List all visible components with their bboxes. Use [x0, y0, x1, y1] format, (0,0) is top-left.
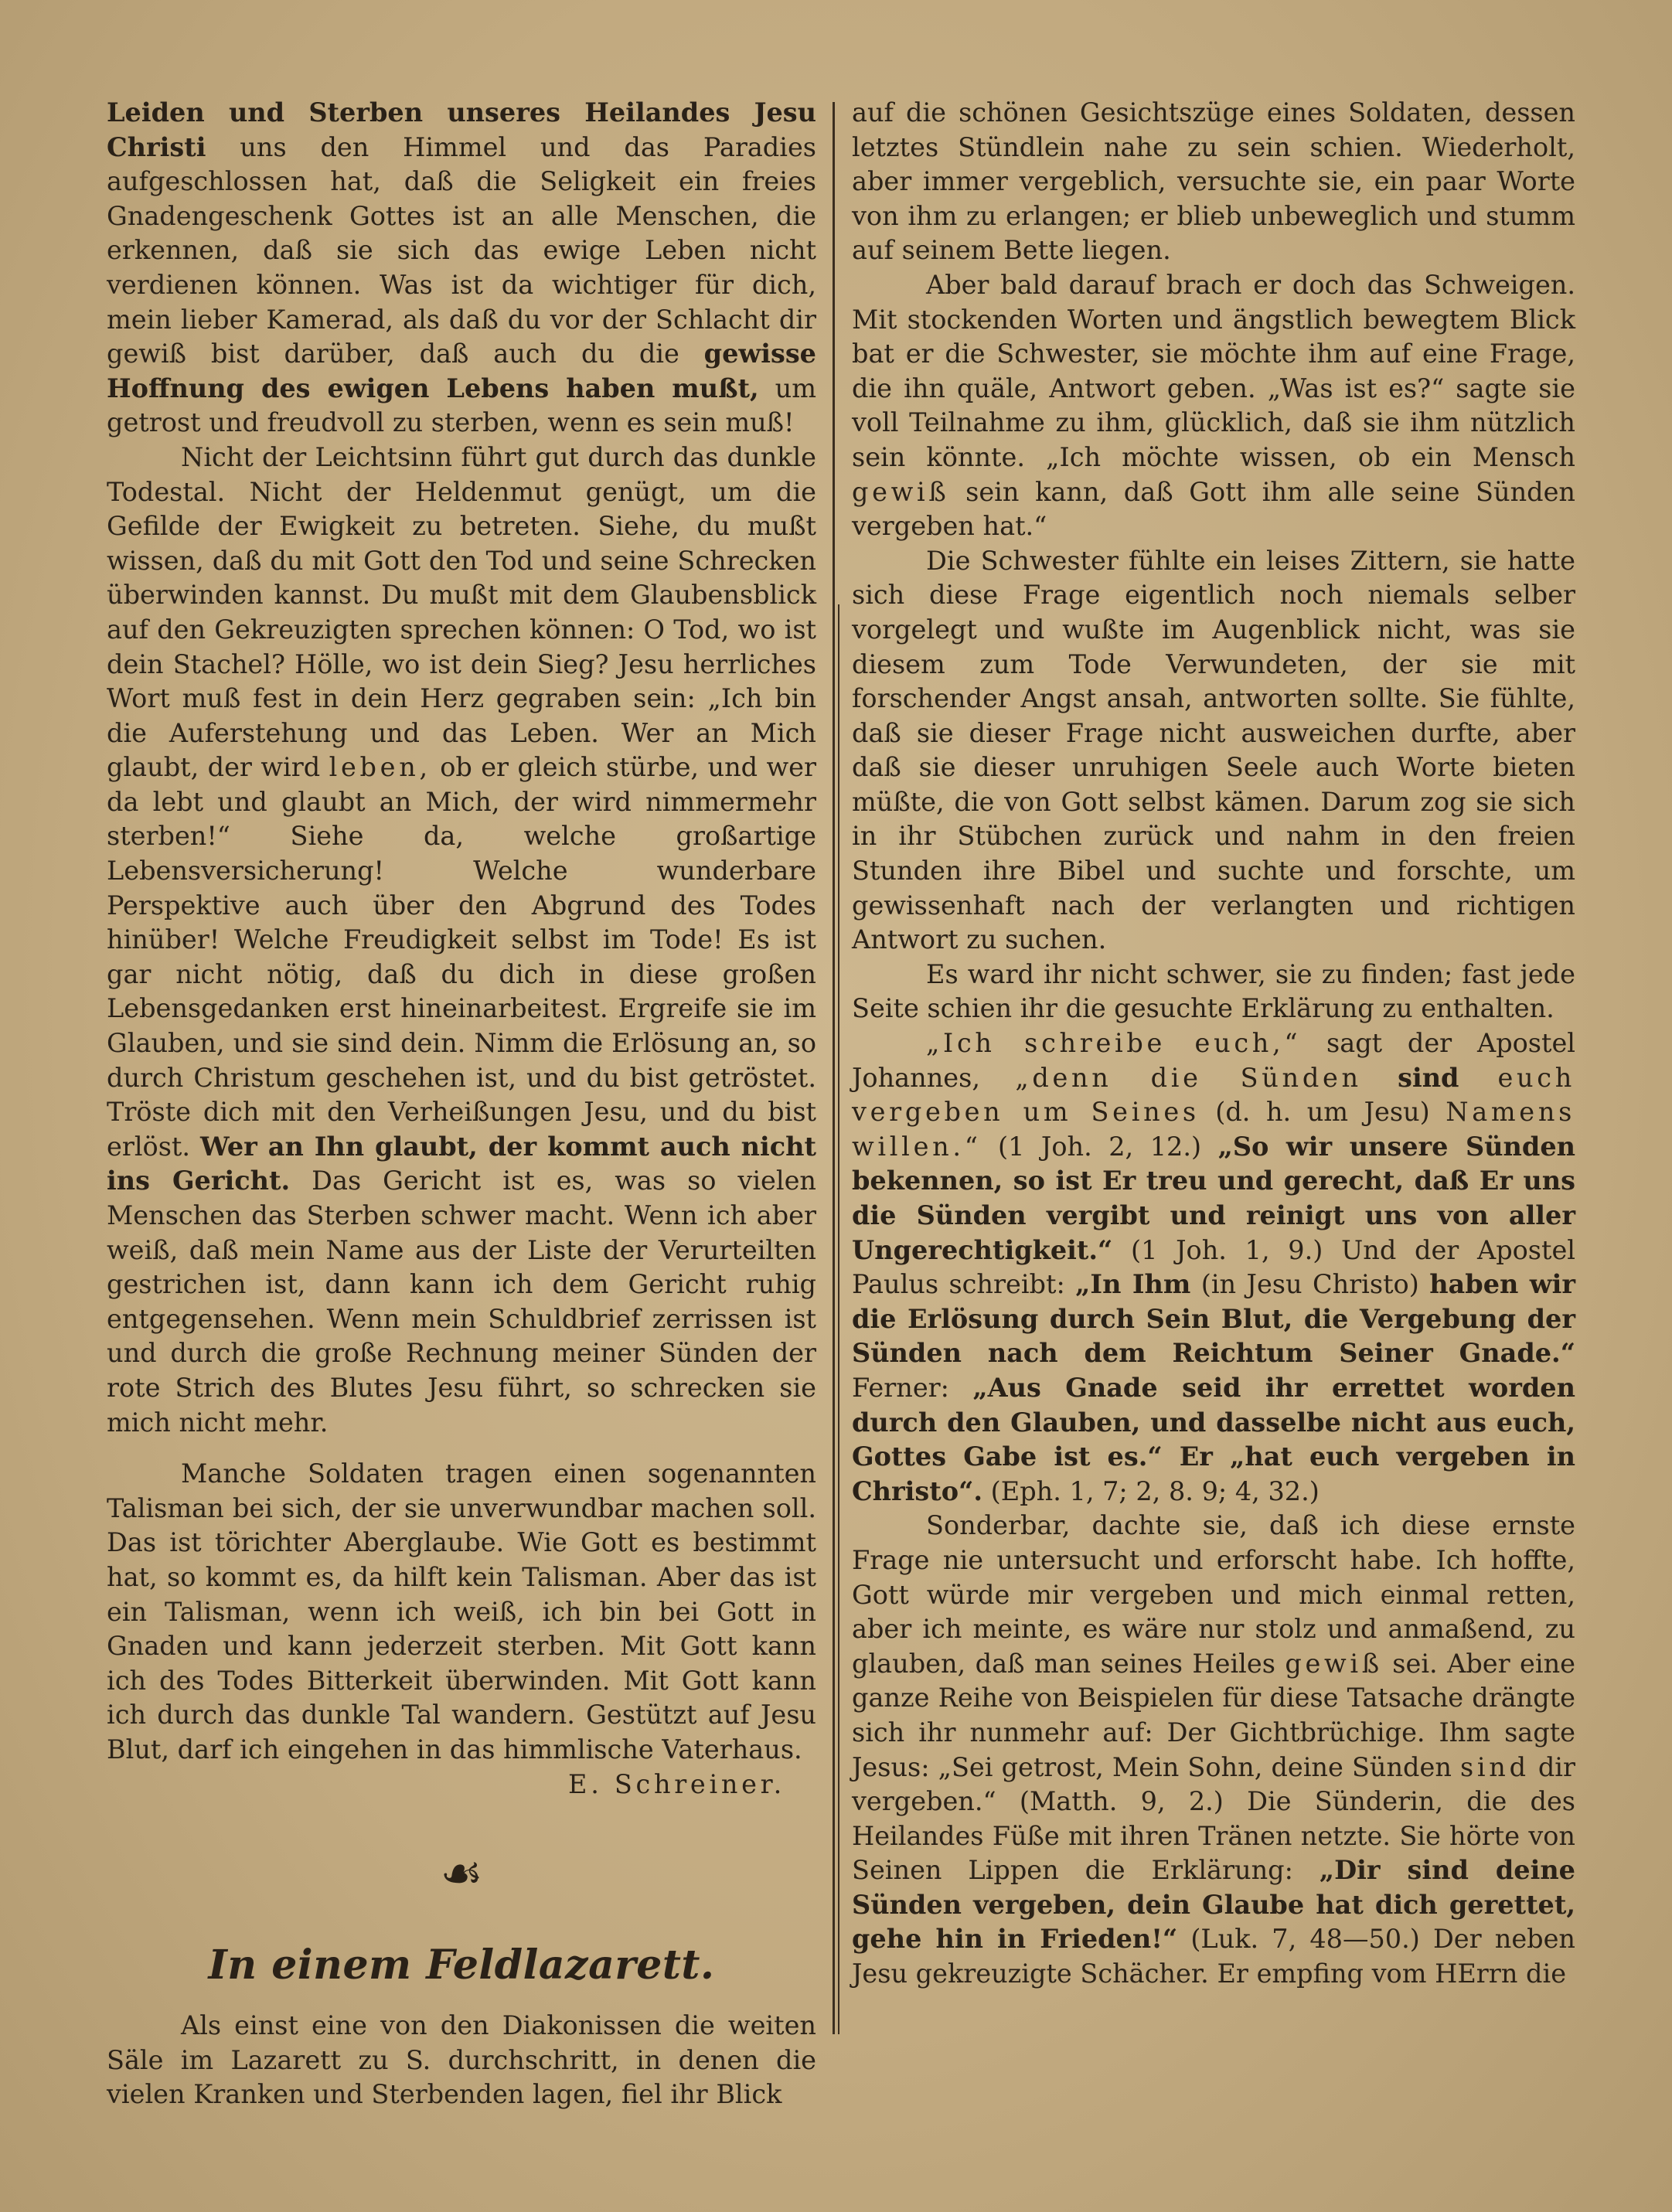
text-run: Sonderbar, dachte sie, daß ich diese ernste Frage nie untersucht und erforscht habe. Ich hoffte, Gott würde mir vergeben und mich einmal retten, aber ich meinte, es wäre nur stolz und anmaßend, zu glauben, daß man seines Heiles: [852, 1510, 1575, 1679]
paragraph: [852, 268, 1575, 544]
text-run: um getrost und freudvoll zu sterben, wenn es sein muß!: [107, 373, 816, 438]
bold-phrase: gewisse Hoffnung des ewigen Lebens haben mußt,: [107, 339, 816, 403]
text-run: (1 Joh. 1, 9.) Und der Apostel Paulus schreibt:: [852, 1234, 1575, 1300]
ornament-icon: ☙: [440, 1845, 483, 1902]
text-run: (in Jesu Christo): [1190, 1269, 1430, 1300]
column-divider: [833, 102, 835, 2034]
paragraph: [107, 96, 816, 441]
paragraph: [107, 1457, 816, 1802]
spaced-phrase: euch vergeben um Seines: [852, 1062, 1576, 1128]
text-run: sei. Aber eine ganze Reihe von Beispielen für diese Tatsache drängte sich ihr nunmehr auf: Der Gichtbrüchige. Ihm sagte Jesus: „Sei getrost, Mein Sohn, deine Sünden: [852, 1648, 1575, 1782]
paragraph: [852, 1026, 1575, 1509]
paragraph: Als einst eine von den Diakonissen die weiten Säle im Lazarett zu S. durchschritt, in denen die vielen Kranken und Sterbenden lagen, fiel ihr Blick: [107, 2010, 816, 2110]
bold-phrase: „Aus Gnade seid ihr errettet worden durch den Glauben, und dasselbe nicht aus euch, Gottes Gabe ist es.“ Er „hat euch vergeben in Christo“.: [852, 1372, 1575, 1506]
text-run: Das Gericht ist es, was so vielen Menschen das Sterben schwer macht. Wenn ich aber weiß, daß mein Name aus der Liste der Verurteilten gestrichen ist, dann kann ich dem Gericht ruhig entgegensehen. Wenn mein Schuldbrief zerrissen ist und durch die große Rechnung meiner Sünden der rote Strich des Blutes Jesu führt, so schrecken sie mich nicht mehr.: [107, 1166, 816, 1438]
text-run: (d. h. um Jesu): [1199, 1097, 1446, 1128]
text-run: uns den Himmel und das Paradies aufgeschlossen hat, daß die Seligkeit ein freies Gnadengeschenk Gottes ist an alle Menschen, die erkennen, daß sie sich das ewige Leben nicht verdienen können. Was ist da wichtiger für dich, mein lieber Kamerad, als daß du vor der Schlacht dir gewiß bist darüber, daß auch du die: [107, 131, 816, 369]
left-column: [107, 96, 816, 2112]
column-divider-secondary: [838, 604, 839, 2034]
text-run: Ferner:: [852, 1372, 973, 1403]
paragraph: [107, 441, 816, 1440]
spaced-word: leben,: [329, 752, 431, 783]
bold-phrase: sind: [1361, 1062, 1459, 1093]
article-headline: In einem Feldlazarett.: [208, 1941, 715, 1989]
paragraph: auf die schönen Gesichtszüge eines Soldaten, dessen letztes Stündlein nahe zu sein schien. Wiederholt, aber immer vergeblich, versuchte sie, ein paar Worte von ihm zu erlangen; er blieb unbeweglich und stumm auf seinem Bette liegen.: [852, 97, 1575, 266]
text-run: Manche Soldaten tragen einen sogenannten Talisman bei sich, der sie unverwundbar machen soll. Das ist törichter Aberglaube. Wie Gott es bestimmt hat, so kommt es, da hilft kein Talisman. Aber das ist ein Talisman, wenn ich weiß, ich bin bei Gott in Gnaden und kann jederzeit sterben. Mit Gott kann ich des Todes Bitterkeit überwinden. Mit Gott kann ich durch das dunkle Tal wandern. Gestützt auf Jesu Blut, darf ich eingehen in das himmlische Vaterhaus.: [107, 1458, 816, 1764]
text-run: sein kann, daß Gott ihm alle seine Sünden vergeben hat.“: [852, 476, 1575, 542]
spaced-word: gewiß: [852, 476, 950, 507]
text-run: (Eph. 1, 7; 2, 8. 9; 4, 32.): [982, 1475, 1320, 1506]
bold-phrase: haben wir die Erlösung durch Sein Blut, die Vergebung der Sünden nach dem Reichtum Seiner Gnade.“: [852, 1269, 1575, 1369]
spaced-word: sind: [1460, 1751, 1530, 1782]
author-signature: E. Schreiner.: [568, 1768, 785, 1799]
paragraph: Es ward ihr nicht schwer, sie zu finden; fast jede Seite schien ihr die gesuchte Erklärung zu enthalten.: [852, 958, 1575, 1024]
text-run: (Luk. 7, 48—50.) Der neben Jesu gekreuzigte Schächer. Er empfing vom HErrn die: [852, 1924, 1575, 1989]
right-column: [852, 96, 1575, 1992]
text-run: Nicht der Leichtsinn führt gut durch das dunkle Todestal. Nicht der Heldenmut genügt, um die Gefilde der Ewigkeit zu betreten. Siehe, du mußt wissen, daß du mit Gott den Tod und seine Schrecken überwinden kannst. Du mußt mit dem Glaubensblick auf den Gekreuzigten sprechen können: O Tod, wo ist dein Stachel? Hölle, wo ist dein Sieg? Jesu herrliches Wort muß fest in dein Herz gegraben sein: „Ich bin die Auferstehung und das Leben. Wer an Mich glaubt, der wird: [107, 441, 816, 783]
spaced-phrase: „Ich schreibe euch,“: [926, 1028, 1302, 1059]
spaced-phrase: Namens willen.“: [852, 1097, 1575, 1162]
text-run: ob er gleich stürbe, und wer da lebt und glaubt an Mich, der wird nimmermehr sterben!“ Siehe da, welche großartige Lebensversicherung! Welche wunderbare Perspektive auch über den Abgrund des Todes hinüber! Welche Freudigkeit selbst im Tode! Es ist gar nicht nötig, daß du dich in diese großen Lebensgedanken erst hineinarbeitest. Ergreife sie im Glauben, und sie sind dein. Nimm die Erlösung an, so durch Christum geschehen ist, und du bist getröstet. Tröste dich mit den Verheißungen Jesu, und du bist erlöst.: [107, 752, 817, 1162]
bold-phrase: Wer an Ihn glaubt, der kommt auch nicht ins Gericht.: [107, 1131, 816, 1196]
text-run: (1 Joh. 2, 12.): [981, 1131, 1218, 1162]
bold-phrase: „Dir sind deine Sünden vergeben, dein Glaube hat dich gerettet, gehe hin in Frieden!“: [852, 1855, 1575, 1955]
spaced-phrase: „denn die Sünden: [1015, 1062, 1362, 1093]
text-run: sagt der Apostel Johannes,: [852, 1028, 1575, 1093]
paragraph: [852, 1509, 1575, 1991]
bold-phrase: Leiden und Sterben unseres Heilandes Jesu Christi: [107, 97, 816, 162]
spaced-word: gewiß: [1285, 1648, 1383, 1679]
text-run: dir vergeben.“ (Matth. 9, 2.) Die Sünderin, die des Heilandes Füße mit ihren Tränen netzte. Sie hörte von Seinen Lippen die Erklärung:: [852, 1751, 1575, 1886]
text-run: Aber bald darauf brach er doch das Schweigen. Mit stockenden Worten und ängstlich bewegtem Blick bat er die Schwester, sie möchte ihm auf eine Frage, die ihn quäle, Antwort geben. „Was ist es?“ sagte sie voll Teilnahme zu ihm, glücklich, daß sie ihm nützlich sein könnte. „Ich möchte wissen, ob ein Mensch: [852, 269, 1575, 472]
bold-phrase: „So wir unsere Sünden bekennen, so ist Er treu und gerecht, daß Er uns die Sünden vergibt und reinigt uns von aller Ungerechtigkeit.“: [852, 1131, 1575, 1265]
paragraph: Die Schwester fühlte ein leises Zittern, sie hatte sich diese Frage eigentlich noch niemals selber vorgelegt und wußte im Augenblick nicht, was sie diesem zum Tode Verwundeten, der sie mit forschender Angst ansah, antworten sollte. Sie fühlte, daß sie dieser Frage nicht ausweichen durfte, aber daß sie dieser unruhigen Seele auch Worte bieten müßte, die von Gott selbst kämen. Darum zog sie sich in ihr Stübchen zurück und nahm in den freien Stunden ihre Bibel und suchte und forschte, um gewissenhaft nach der verlangten und richtigen Antwort zu suchen.: [852, 545, 1575, 955]
bold-phrase: „In Ihm: [1075, 1269, 1191, 1300]
